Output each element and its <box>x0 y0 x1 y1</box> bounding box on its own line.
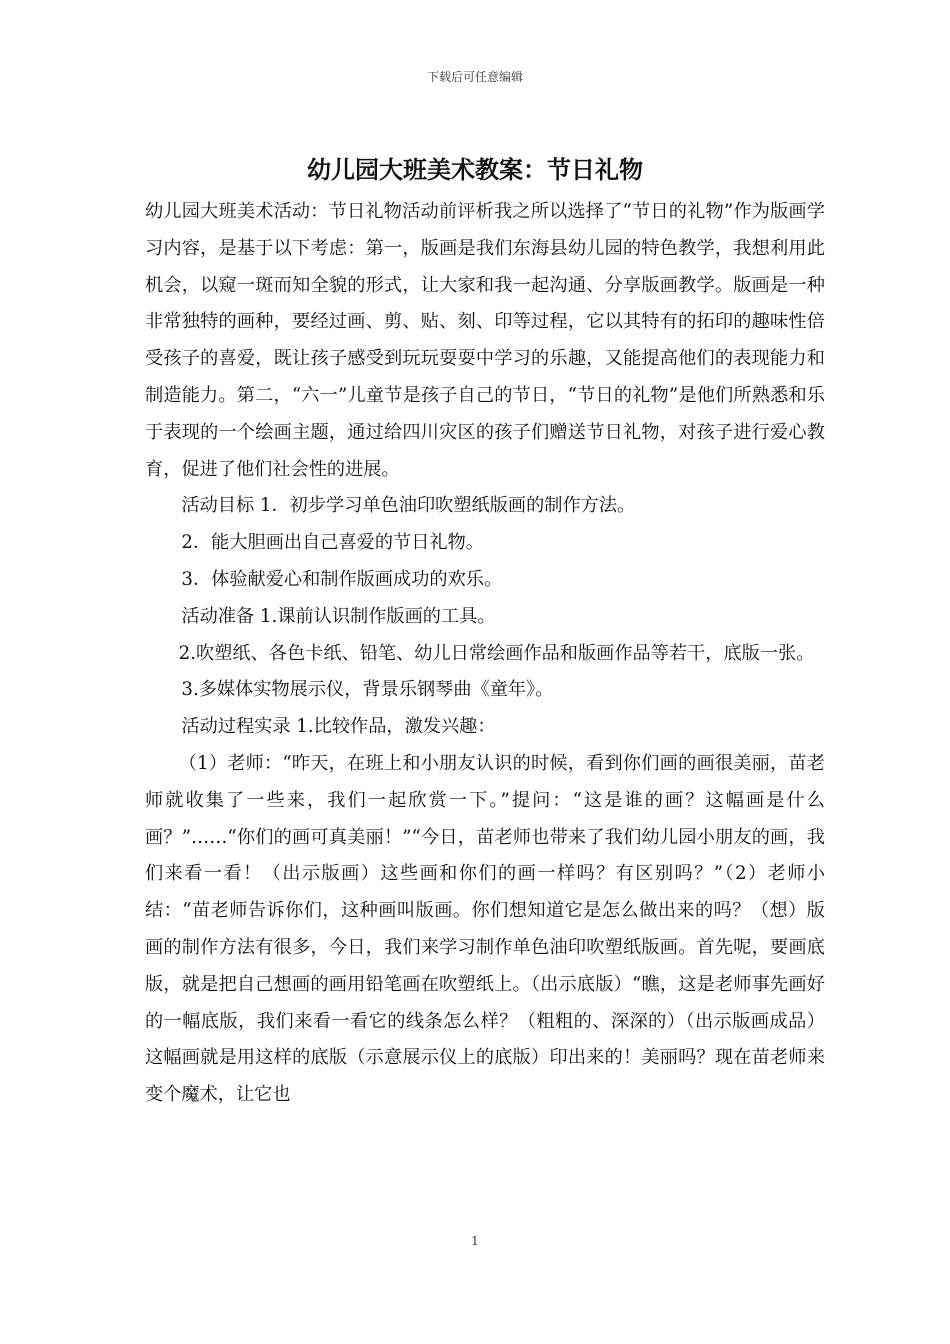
header-note: 下载后可任意编辑 <box>426 70 523 84</box>
objective-1: 活动目标 1．初步学习单色油印吹塑纸版画的制作方法。 <box>181 495 636 517</box>
process-paragraph: （1）老师：“昨天，在班上和小朋友认识的时候，看到你们画的画很美丽，苗老师就收集了一些来，我们一起欣赏一下。”提问：“这是谁的画？这幅画是什么画？”……“你们的画可真美丽！”“今日，苗老师也带来了我们幼儿园小朋友的画，我们来看一看！（出示版画）这些画和你们的画一样吗？有区别吗？”（2）老师小结：“苗老师告诉你们，这种画叫版画。你们想知道它是怎么做出来的吗？（想）版画的制作方法有很多，今日，我们来学习制作单色油印吹塑纸版画。首先呢，要画底版，就是把自己想画的画用铅笔画在吹塑纸上。（出示底版）“瞧，这是老师事先画好的一幅底版，我们来看一看它的线条怎么样？（粗粗的、深深的）（出示版画成品）这幅画就是用这样的底版（示意展示仪上的底版）印出来的！美丽吗？现在苗老师来变个魔术，让它也 <box>145 752 825 1106</box>
intro-paragraph: 幼儿园大班美术活动：节日礼物活动前评析我之所以选择了“节日的礼物”作为版画学习内容，是基于以下考虑：第一，版画是我们东海县幼儿园的特色教学，我想利用此机会，以窥一斑而知全貌的形式，让大家和我一起沟通、分享版画教学。版画是一种非常独特的画种，要经过画、剪、贴、刻、印等过程，它以其特有的拓印的趣味性倍受孩子的喜爱，既让孩子感受到玩玩耍耍中学习的乐趣，又能提高他们的表现能力和制造能力。第二，“六一”儿童节是孩子自己的节日，“节日的礼物”是他们所熟悉和乐于表现的一个绘画主题，通过给四川灾区的孩子们赠送节日礼物，对孩子进行爱心教育，促进了他们社会性的进展。 <box>145 201 825 480</box>
objective-2: 2．能大胆画出自己喜爱的节日礼物。 <box>181 532 484 554</box>
process-heading: 活动过程实录 1.比较作品，激发兴趣： <box>181 716 496 738</box>
document-title: 幼儿园大班美术教案：节日礼物 <box>307 156 643 184</box>
document-body <box>145 194 825 1114</box>
preparation-2: 2.吹塑纸、各色卡纸、铅笔、幼儿日常绘画作品和版画作品等若干，底版一张。 <box>178 642 815 664</box>
preparation-1: 活动准备 1.课前认识制作版画的工具。 <box>181 605 496 627</box>
objective-3: 3．体验献爱心和制作版画成功的欢乐。 <box>181 568 503 590</box>
preparation-3: 3.多媒体实物展示仪，背景乐钢琴曲《童年》。 <box>181 679 554 701</box>
page-number: 1 <box>471 1234 479 1248</box>
